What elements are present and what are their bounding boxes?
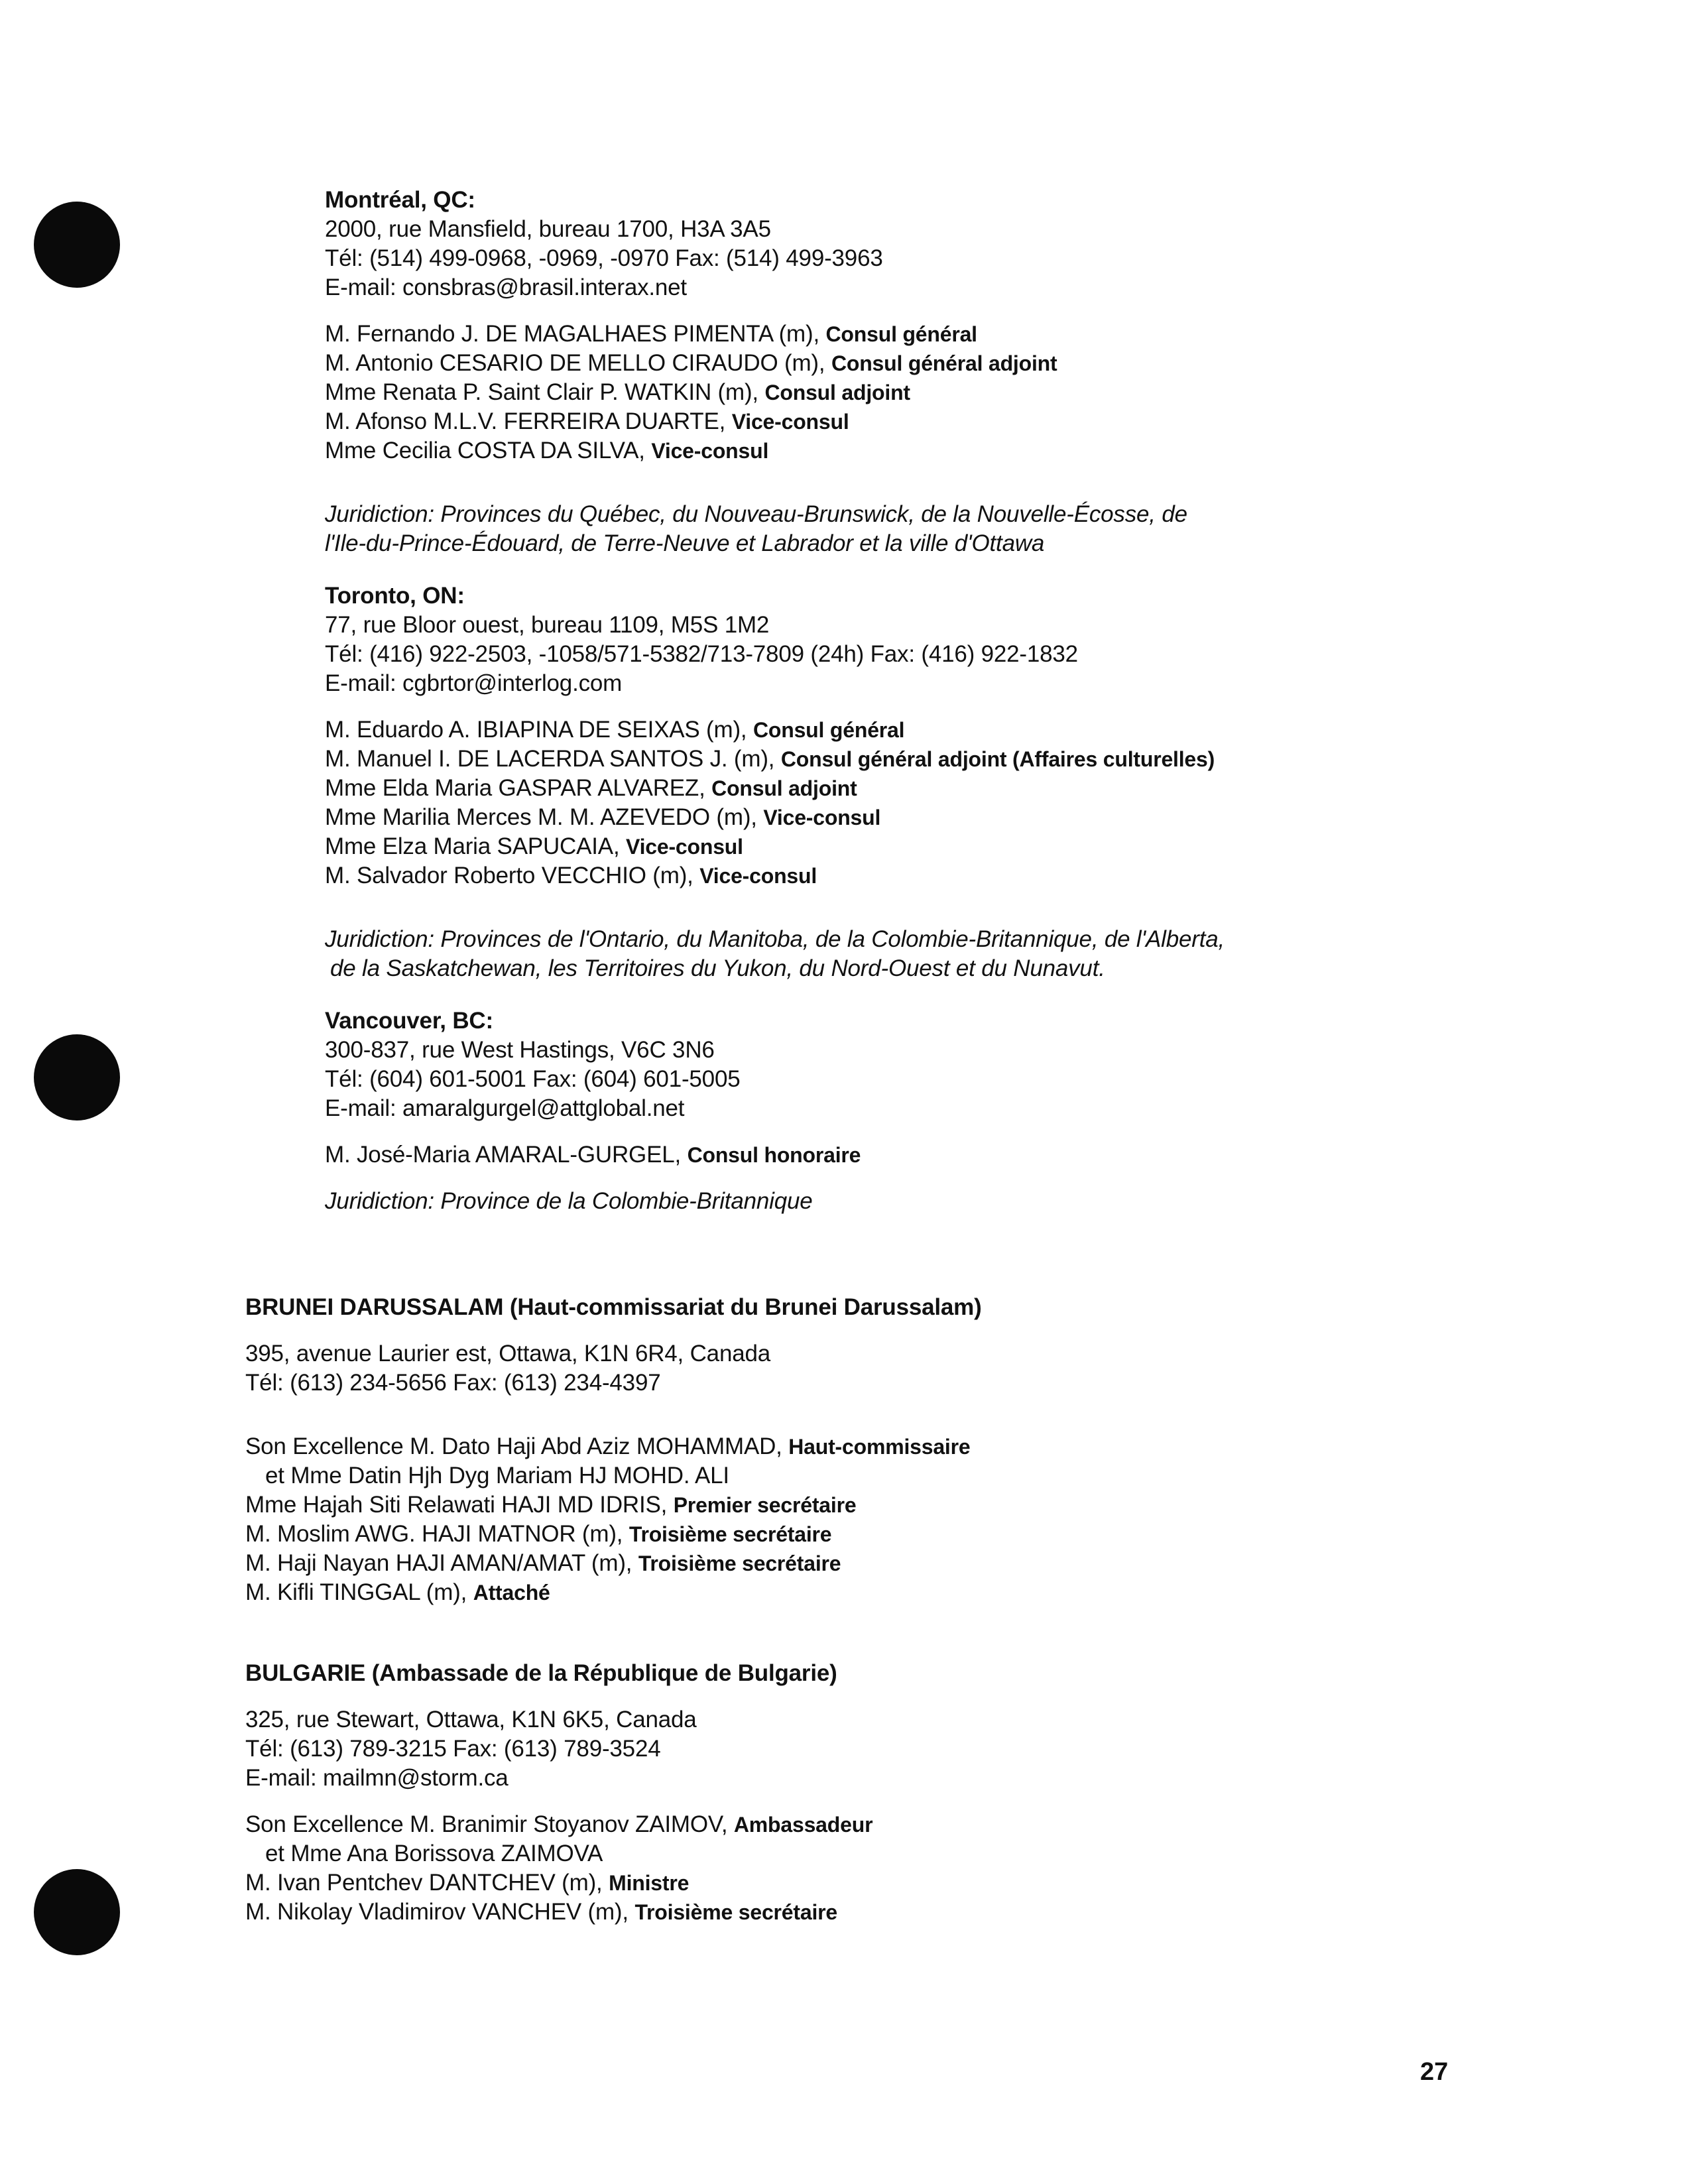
staff-role: Vice-consul	[651, 439, 769, 463]
staff-entry	[245, 1810, 872, 1839]
staff-name: M. Antonio CESARIO DE MELLO CIRAUDO (m),	[325, 350, 825, 376]
staff-entry	[245, 1898, 872, 1927]
office-email: E-mail: cgbrtor@interlog.com	[325, 670, 623, 696]
staff-name: M. Salvador Roberto VECCHIO (m),	[325, 863, 693, 888]
office-heading: Montréal, QC:	[325, 187, 475, 213]
staff-role: Attaché	[473, 1581, 550, 1605]
punch-hole-top	[34, 202, 120, 288]
staff-entry	[245, 1578, 982, 1607]
jurisdiction-line: Juridiction: Provinces de l'Ontario, du Manitoba, de la Colombie-Britannique, de l'Alberta,	[325, 926, 1225, 952]
jurisdiction-line: l'Ile-du-Prince-Édouard, de Terre-Neuve et Labrador et la ville d'Ottawa	[325, 530, 1045, 556]
staff-name: M. Nikolay Vladimirov VANCHEV (m),	[245, 1899, 629, 1925]
staff-name: Son Excellence M. Branimir Stoyanov ZAIMOV,	[245, 1811, 728, 1837]
staff-entry	[325, 803, 1225, 832]
staff-name: Mme Marilia Merces M. M. AZEVEDO (m),	[325, 804, 757, 830]
office-address: 300-837, rue West Hastings, V6C 3N6	[325, 1037, 715, 1063]
staff-name: M. Ivan Pentchev DANTCHEV (m),	[245, 1870, 603, 1896]
country-phone: Tél: (613) 789-3215 Fax: (613) 789-3524	[245, 1736, 661, 1762]
staff-entry	[325, 745, 1225, 774]
staff-entry	[325, 1140, 861, 1170]
staff-role: Ministre	[609, 1871, 690, 1895]
bulgaria-entry	[245, 1659, 872, 1927]
staff-name: et Mme Datin Hjh Dyg Mariam HJ MOHD. ALI	[265, 1463, 729, 1488]
country-phone: Tél: (613) 234-5656 Fax: (613) 234-4397	[245, 1370, 661, 1396]
staff-role: Troisième secrétaire	[634, 1900, 837, 1924]
staff-name: M. Kifli TINGGAL (m),	[245, 1579, 467, 1605]
jurisdiction-line: Juridiction: Province de la Colombie-Britannique	[325, 1188, 813, 1214]
staff-role: Vice-consul	[626, 835, 743, 859]
staff-role: Consul général	[752, 718, 905, 742]
staff-name: Mme Renata P. Saint Clair P. WATKIN (m),	[325, 379, 758, 405]
staff-role: Consul général adjoint (Affaires culturelles)	[780, 747, 1215, 771]
country-address: 395, avenue Laurier est, Ottawa, K1N 6R4, Canada	[245, 1341, 770, 1366]
staff-role: Consul adjoint	[711, 776, 857, 800]
staff-entry	[325, 349, 1187, 378]
country-title: BULGARIE (Ambassade de la République de Bulgarie)	[245, 1660, 837, 1686]
jurisdiction-line: Juridiction: Provinces du Québec, du Nouveau-Brunswick, de la Nouvelle-Écosse, de	[325, 501, 1187, 527]
staff-role: Vice-consul	[699, 864, 817, 888]
staff-entry	[325, 774, 1225, 803]
staff-entry	[325, 407, 1187, 436]
staff-name: M. José-Maria AMARAL-GURGEL,	[325, 1142, 682, 1168]
office-heading: Vancouver, BC:	[325, 1008, 493, 1034]
jurisdiction-line: de la Saskatchewan, les Territoires du Yukon, du Nord-Ouest et du Nunavut.	[330, 955, 1105, 981]
staff-role: Consul honoraire	[687, 1143, 861, 1167]
staff-entry	[325, 861, 1225, 890]
staff-entry	[325, 832, 1225, 861]
office-address: 2000, rue Mansfield, bureau 1700, H3A 3A5	[325, 216, 771, 242]
country-title: BRUNEI DARUSSALAM (Haut-commissariat du Brunei Darussalam)	[245, 1294, 982, 1320]
staff-entry	[245, 1868, 872, 1898]
office-phone: Tél: (416) 922-2503, -1058/571-5382/713-7809 (24h) Fax: (416) 922-1832	[325, 641, 1078, 667]
page-number: 27	[1420, 2058, 1449, 2086]
office-address: 77, rue Bloor ouest, bureau 1109, M5S 1M2	[325, 612, 770, 638]
staff-name: et Mme Ana Borissova ZAIMOVA	[265, 1841, 603, 1866]
staff-entry	[325, 436, 1187, 465]
staff-name: Mme Hajah Siti Relawati HAJI MD IDRIS,	[245, 1492, 668, 1518]
country-address: 325, rue Stewart, Ottawa, K1N 6K5, Canada	[245, 1707, 697, 1732]
office-email: E-mail: consbras@brasil.interax.net	[325, 274, 687, 300]
country-email: E-mail: mailmn@storm.ca	[245, 1765, 509, 1791]
office-phone: Tél: (604) 601-5001 Fax: (604) 601-5005	[325, 1066, 741, 1092]
brunei-entry	[245, 1293, 982, 1607]
staff-name: Mme Cecilia COSTA DA SILVA,	[325, 438, 645, 463]
staff-entry	[245, 1490, 982, 1520]
staff-entry	[245, 1461, 982, 1490]
montreal-office	[325, 186, 1187, 558]
staff-name: M. Fernando J. DE MAGALHAES PIMENTA (m),	[325, 321, 819, 347]
punch-hole-middle	[34, 1034, 120, 1121]
staff-role: Premier secrétaire	[673, 1493, 857, 1517]
staff-entry	[245, 1432, 982, 1461]
staff-entry	[245, 1549, 982, 1578]
staff-role: Consul adjoint	[764, 381, 910, 404]
staff-role: Ambassadeur	[733, 1813, 873, 1837]
staff-entry	[245, 1839, 872, 1868]
office-phone: Tél: (514) 499-0968, -0969, -0970 Fax: (514) 499-3963	[325, 245, 883, 271]
staff-entry	[245, 1520, 982, 1549]
staff-role: Vice-consul	[731, 410, 849, 434]
staff-role: Consul général adjoint	[831, 351, 1057, 375]
staff-entry	[325, 320, 1187, 349]
staff-name: M. Eduardo A. IBIAPINA DE SEIXAS (m),	[325, 717, 747, 743]
staff-entry	[325, 715, 1225, 745]
staff-name: Mme Elda Maria GASPAR ALVAREZ,	[325, 775, 705, 801]
staff-name: Mme Elza Maria SAPUCAIA,	[325, 833, 620, 859]
staff-role: Haut-commissaire	[788, 1435, 971, 1459]
staff-name: M. Moslim AWG. HAJI MATNOR (m),	[245, 1521, 623, 1547]
staff-entry	[325, 378, 1187, 407]
toronto-office	[325, 581, 1225, 983]
staff-role: Troisième secrétaire	[638, 1551, 841, 1575]
staff-name: M. Manuel I. DE LACERDA SANTOS J. (m),	[325, 746, 775, 772]
office-email: E-mail: amaralgurgel@attglobal.net	[325, 1095, 685, 1121]
staff-role: Troisième secrétaire	[629, 1522, 832, 1546]
staff-role: Vice-consul	[763, 806, 881, 829]
staff-name: M. Haji Nayan HAJI AMAN/AMAT (m),	[245, 1550, 632, 1576]
staff-role: Consul général	[825, 322, 977, 346]
office-heading: Toronto, ON:	[325, 583, 465, 609]
punch-hole-bottom	[34, 1869, 120, 1955]
vancouver-office	[325, 1006, 861, 1216]
staff-name: M. Afonso M.L.V. FERREIRA DUARTE,	[325, 408, 726, 434]
staff-name: Son Excellence M. Dato Haji Abd Aziz MOHAMMAD,	[245, 1433, 782, 1459]
